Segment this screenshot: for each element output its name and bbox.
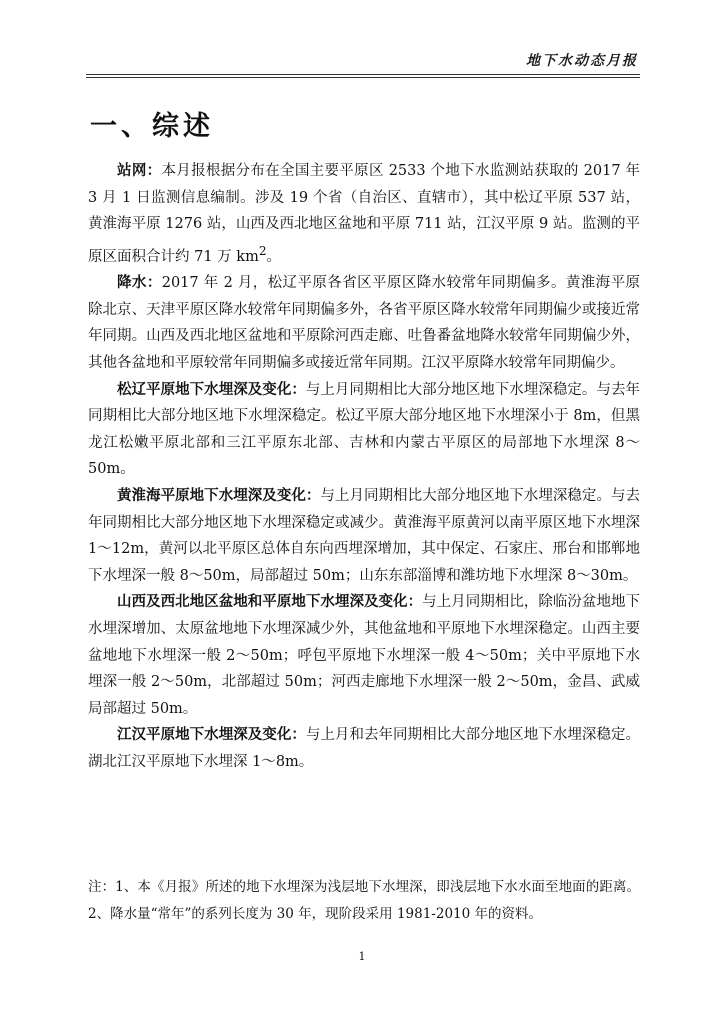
paragraph-station-network [88,158,640,270]
paragraph-lead: 站网： [117,163,162,179]
page-number: 1 [358,950,366,963]
paragraph-lead: 江汉平原地下水埋深及变化： [117,727,306,744]
paragraph-lead: 黄淮海平原地下水埋深及变化： [117,487,321,504]
body-text [88,158,640,775]
paragraph-text: 与上月同期相比大部分地区地下水埋深稳定。与去年同期相比大部分地区地下水埋深稳定或减少。黄淮海平原黄河以南平原区地下水埋深 1～12m，黄河以北平原区总体自东向西埋深增加，其中保定、石家庄、邢台和邯郸地下水埋深一般 8～50m，局部超过 50m；山东东部淄博和潍坊地下水埋深 8～30m。 [88,487,641,584]
paragraph-tail: 。 [266,248,282,265]
superscript: 2 [258,243,267,258]
section-title: 一、综述 [90,111,214,142]
paragraph-text: 2017 年 2 月，松辽平原各省区平原区降水较常年同期偏多。黄淮海平原除北京、天津平原区降水较常年同期偏多外，各省平原区降水较常年同期偏少或接近常年同期。山西及西北地区盆地和平原除河西走廊、吐鲁番盆地降水较常年同期偏少外，其他各盆地和平原较常年同期偏多或接近常年同期。江汉平原降水较常年同期偏少。 [88,275,641,371]
paragraph-text: 本月报根据分布在全国主要平原区 2533 个地下水监测站获取的 2017 年 3 月 1 日监测信息编制。涉及 19 个省（自治区、直辖市），其中松辽平原 537 站，黄淮海平原 1276 站，山西及西北地区盆地和平原 711 站，江汉平原 9 站。监测的平原区面积合计约 71 万 km [88,163,640,265]
paragraph-shanxi-northwest [88,589,640,722]
footnote: 注：1、本《月报》所述的地下水埋深为浅层地下水埋深，即浅层地下水水面至地面的距离。 2、降水量“常年”的系列长度为 30 年，现阶段采用 1981-2010 年的资料。 [88,879,640,922]
paragraph-huanghuaihai [88,483,640,589]
paragraph-jianghan [88,722,640,775]
paragraph-text: 与上月同期相比，除临汾盆地地下水埋深增加、太原盆地地下水埋深减少外，其他盆地和平原地下水埋深稳定。山西主要盆地地下水埋深一般 2～50m；呼包平原地下水埋深一般 4～50m；关中平原地下水埋深一般 2～50m，北部超过 50m；河西走廊地下水埋深一般 2～50m，金昌、武威局部超过 50m。 [88,594,641,717]
header-rule [86,74,640,78]
paragraph-text: 与上月和去年同期相比大部分地区地下水埋深稳定。湖北江汉平原地下水埋深 1～8m。 [88,727,641,770]
paragraph-songliao [88,377,640,483]
paragraph-lead: 降水： [117,275,162,292]
paragraph-lead: 山西及西北地区盆地和平原地下水埋深及变化： [117,594,423,611]
paragraph-lead: 松辽平原地下水埋深及变化： [117,381,306,398]
paragraph-precipitation [88,270,640,376]
paragraph-text: 与上月同期相比大部分地区地下水埋深稳定。与去年同期相比大部分地区地下水埋深稳定。松辽平原大部分地区地下水埋深小于 8m，但黑龙江松嫩平原北部和三江平原东北部、吉林和内蒙古平原区的局部地下水埋深 8～50m。 [88,381,641,478]
running-header: 地下水动态月报 [526,53,638,69]
